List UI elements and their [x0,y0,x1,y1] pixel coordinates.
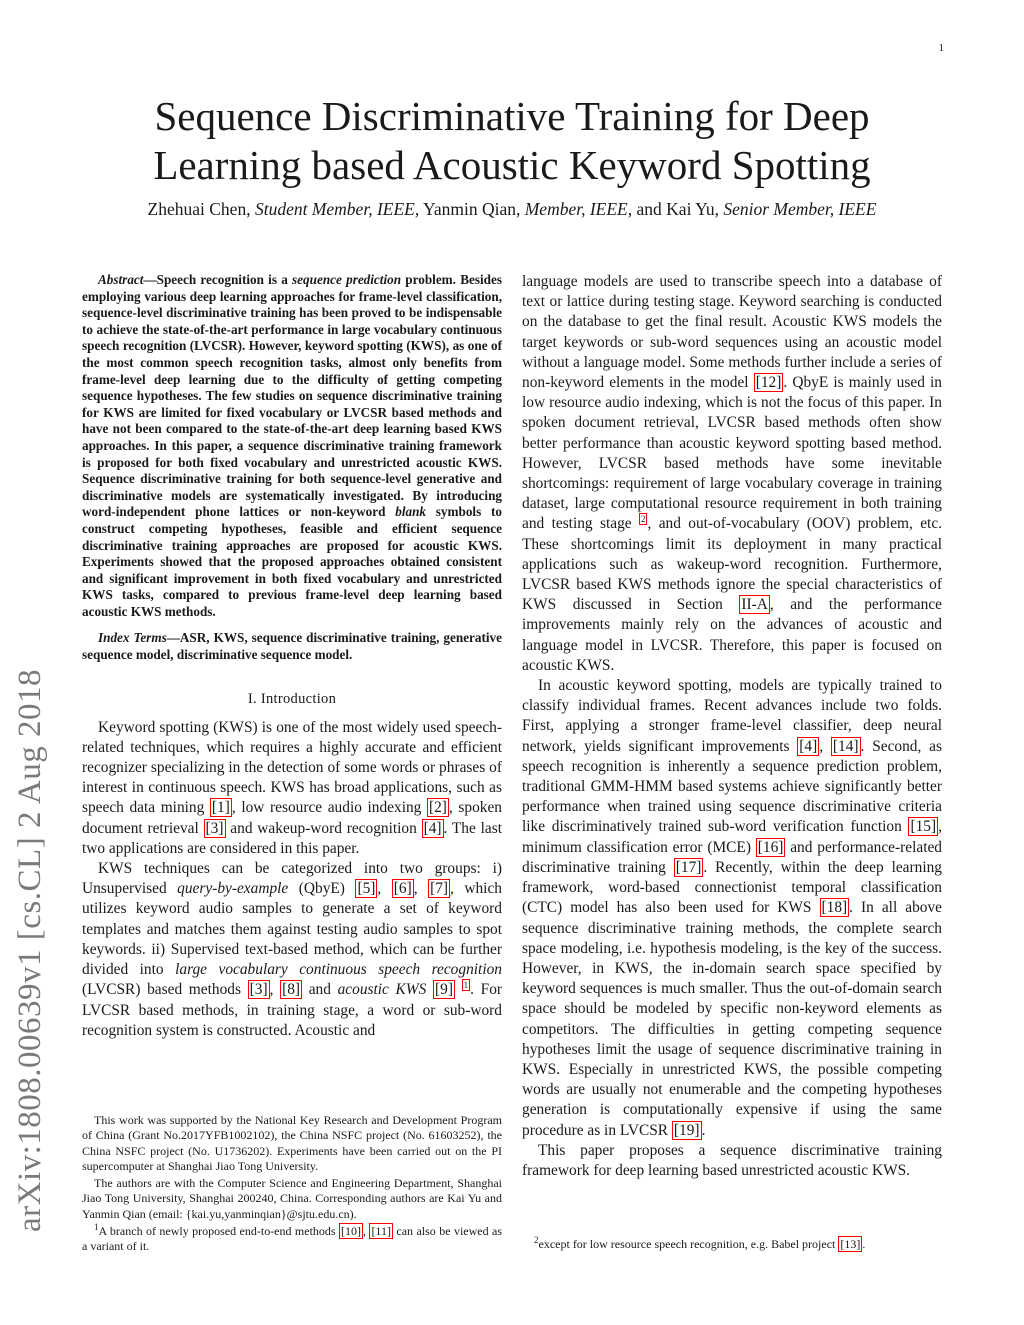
intro-paragraph-1 [82,718,502,859]
arxiv-identifier: arXiv:1808.00639v1 [cs.CL] 2 Aug 2018 [12,669,48,1232]
index-terms-text: —ASR, KWS, sequence discriminative training, generative sequence model, discriminative sequence model. [82,630,502,663]
citation-link[interactable]: [6] [393,880,412,898]
page-number: 1 [938,42,944,54]
body-text: , minimum classification error (MCE) [522,818,942,856]
abstract-text: symbols to construct competing hypotheses, feasible and efficient sequence discriminative training approaches are proposed for acoustic KWS. Experiments showed that the proposed approaches obtained consistent and significant improvement in both fixed vocabulary and unrestricted KWS tasks, compared to previous frame-level deep learning based acoustic KWS methods. [82,504,503,619]
body-text: . The last two applications are considered in this paper. [82,819,502,857]
citation-link[interactable]: [1] [211,799,230,817]
citation-link[interactable]: [17] [675,858,702,876]
body-text: KWS techniques can be categorized into two groups: i) Unsupervised [82,860,502,898]
footnote-text: . [862,1237,866,1251]
index-terms [82,630,502,663]
footnote-marker: 2 [534,1235,539,1245]
intro-paragraph-3 [522,272,942,676]
body-text: . [701,1121,706,1139]
body-text: (QbyE) [288,880,356,898]
citation-link[interactable]: [9] [435,981,453,999]
intro-paragraph-2 [82,859,502,1041]
footnote-text: except for low resource speech recognition, e.g. Babel project [538,1237,839,1251]
author-role: Member, IEEE, [524,199,633,219]
footnote-link[interactable]: 1 [463,980,469,991]
body-text: , [819,737,831,755]
right-column [522,272,942,1181]
body-text: , [377,880,392,898]
body-emphasis: query-by-example [177,880,289,898]
body-text: , [413,880,429,898]
footnote-marker: 1 [94,1222,99,1233]
citation-link[interactable]: [14] [832,737,859,755]
footnote-link[interactable]: 2 [640,514,646,525]
abstract-text: problem. Besides employing various deep learning approaches for frame-level classification, sequence-level discriminative training has been proved to be indispensable to achieve the state-of-the-art performance in large vocabulary continuous speech recognition (LVCSR). However, keyword spotting (KWS), as one of the most common speech recognition tasks, almost only benefits from frame-level deep learning due to the difficulty of getting competing sequence hypotheses. The few studies on sequence discriminative training for KWS are limited for fixed vocabulary or LVCSR based methods and have not been compared to the state-of-the-art deep learning based KWS approaches. In this paper, a sequence discriminative training framework is proposed for both fixed vocabulary and unrestricted acoustic KWS. Sequence discriminative training for both sequence-level generative and discriminative models are systematically investigated. By introducing word-independent phone lattices or non-keyword [82,272,502,520]
citation-link[interactable]: [19] [673,1121,700,1139]
citation-link[interactable]: [4] [799,737,818,755]
section-link[interactable]: II-A [741,596,768,614]
title-line-1: Sequence Discriminative Training for Deep [154,93,870,139]
intro-paragraph-4 [522,676,942,1141]
citation-link[interactable]: [16] [757,838,784,856]
author-role: Senior Member, IEEE [723,199,877,219]
abstract-label: Abstract [98,272,144,287]
author-name: and Kai Yu, [636,199,719,219]
citation-link[interactable]: [10] [341,1224,362,1239]
citation-link[interactable]: [15] [910,818,937,836]
footnote-text: A branch of newly proposed end-to-end methods [98,1224,340,1239]
body-text: . Second, as speech recognition is inherently a sequence prediction problem, traditional GMM-HMM based systems achieve significantly better performance when trained using sequence discriminative criteria like discriminatively trained sub-word verification function [522,737,942,836]
body-text: and wakeup-word recognition [225,819,422,837]
section-heading-introduction: I. Introduction [247,690,337,707]
citation-link[interactable]: [11] [371,1224,391,1239]
body-emphasis: acoustic KWS [337,981,427,999]
abstract-text: —Speech recognition is a [143,272,293,287]
body-text: . In all above sequence discriminative training methods, the complete search space modeling, i.e. hypothesis modeling, is the key of the success. However, in KWS, the in-domain search space specified by keyword sequences is much smaller. Thus the out-of-domain search space should be modeled by specific non-keyword elements as competitors. The difficulties in getting competing sequence hypotheses limit the usage of sequence discriminative training in KWS. Especially in unrestricted KWS, the possible competing words are usually not enumerable and the competing hypotheses generation is computationally expensive if using the same procedure as in LVCSR [522,899,943,1139]
body-text: Keyword spotting (KWS) is one of the most widely used speech-related techniques, which requires a highly accurate and efficient recognizer specializing in the detection of some words or phrases of interest in continuous speech. KWS has broad applications, such as speech data mining [82,718,502,817]
author-role: Student Member, IEEE, [254,199,420,219]
body-text: (LVCSR) based methods [82,981,248,999]
body-text: and [302,981,338,999]
body-text [455,981,462,998]
citation-link[interactable]: [3] [205,819,224,837]
abstract [82,272,502,620]
citation-link[interactable]: [18] [821,899,848,917]
body-text: In acoustic keyword spotting, models are typically trained to classify individual frames. Recent advances include two folds. First, applying a stronger frame-level classifier, deep neural network, yields significant improvements [522,677,942,755]
body-text: . Recently, within the deep learning framework, word-based connectionist temporal classification (CTC) model has also been used for KWS [522,858,942,917]
abstract-emphasis: sequence prediction [292,272,402,287]
author-name: Zhehuai Chen, [147,199,251,219]
citation-link[interactable]: [13] [840,1237,861,1251]
body-text: . QbyE is mainly used in low resource audio indexing, which is not the focus of this paper. In spoken document retrieval, LVCSR based methods often show better performance than acoustic keyword spotting based method. However, LVCSR based methods have some inevitable shortcomings: requirement of large vocabulary coverage in training dataset, large computational resource requirement in both training and testing stage [522,374,942,533]
body-text: , and the performance improvements mainly rely on the advances of acoustic and language model in LVCSR. Therefore, this paper is focused on acoustic KWS. [522,596,942,674]
body-text: , which utilizes keyword audio samples to generate a set of keyword templates and matches them against testing audio samples to spot keywords. ii) Supervised text-based method, which can be further divided into [82,880,502,979]
title-line-2: Learning based Acoustic Keyword Spotting [153,142,871,188]
body-text: . For LVCSR based methods, in training stage, a word or sub-word recognition system is constructed. Acoustic and [82,981,503,1039]
intro-paragraph-5: This paper proposes a sequence discriminative training framework for deep learning based unrestricted acoustic KWS. [522,1141,942,1179]
funding-note: This work was supported by the National Key Research and Development Program of China (Grant No.2017YFB1002102), the China NSFC project (No. 61603252), the China NSFC project (No. U1736202). Experiments have been carried out on the PI supercomputer at Shanghai Jiao Tong University. [82,1113,502,1173]
body-text: , and out-of-vocabulary (OOV) problem, etc. These shortcomings limit its deployment in many practical applications such as wakeup-word recognition. Furthermore, LVCSR based KWS methods ignore the special characteristics of KWS discussed in Section [522,515,942,614]
citation-link[interactable]: [5] [357,880,376,898]
footnote-2 [522,1237,942,1252]
index-terms-label: Index Terms [98,630,167,646]
body-text: , spoken document retrieval [82,799,502,837]
affiliation-note: The authors are with the Computer Science and Engineering Department, Shanghai Jiao Tong University, Shanghai 200240, China. Corresponding authors are Kai Yu and Yanmin Qian (email: {kai.yu,yanminqian}@sjtu.edu.cn). [82,1176,502,1221]
body-text: , low resource audio indexing [231,799,427,817]
body-emphasis: large vocabulary continuous speech recognition [175,961,502,979]
body-text: and performance-related discriminative training [522,838,942,876]
paper-title [60,92,964,190]
author-name: Yanmin Qian, [422,199,521,219]
citation-link[interactable]: [4] [423,819,442,837]
body-text: , [269,981,281,999]
citation-link[interactable]: [2] [428,799,447,817]
footnotes-right [522,1237,942,1252]
citation-link[interactable]: [3] [249,981,268,999]
author-list [60,199,964,220]
citation-link[interactable]: [12] [755,374,782,392]
citation-link[interactable]: [8] [282,981,301,999]
citation-link[interactable]: [7] [430,880,449,898]
body-text [426,981,433,998]
footnote-1: $^1$A branch of newly proposed end-to-end methods [10] , [11] can also be viewed as a variant of it. [82,1222,503,1254]
footnote-text: can also be viewed as a variant of it. [82,1224,503,1254]
footnotes-left [82,1113,502,1257]
body-text: language models are used to transcribe speech into a database of text or lattice during testing stage. Keyword searching is conducted on the database to get the final result. Acoustic KWS models the target keywords or sub-word sequences using an acoustic model without a language model. Some methods further include a series of non-keyword elements in the model [522,273,942,392]
left-column [82,272,502,1041]
abstract-emphasis: blank [395,504,426,520]
